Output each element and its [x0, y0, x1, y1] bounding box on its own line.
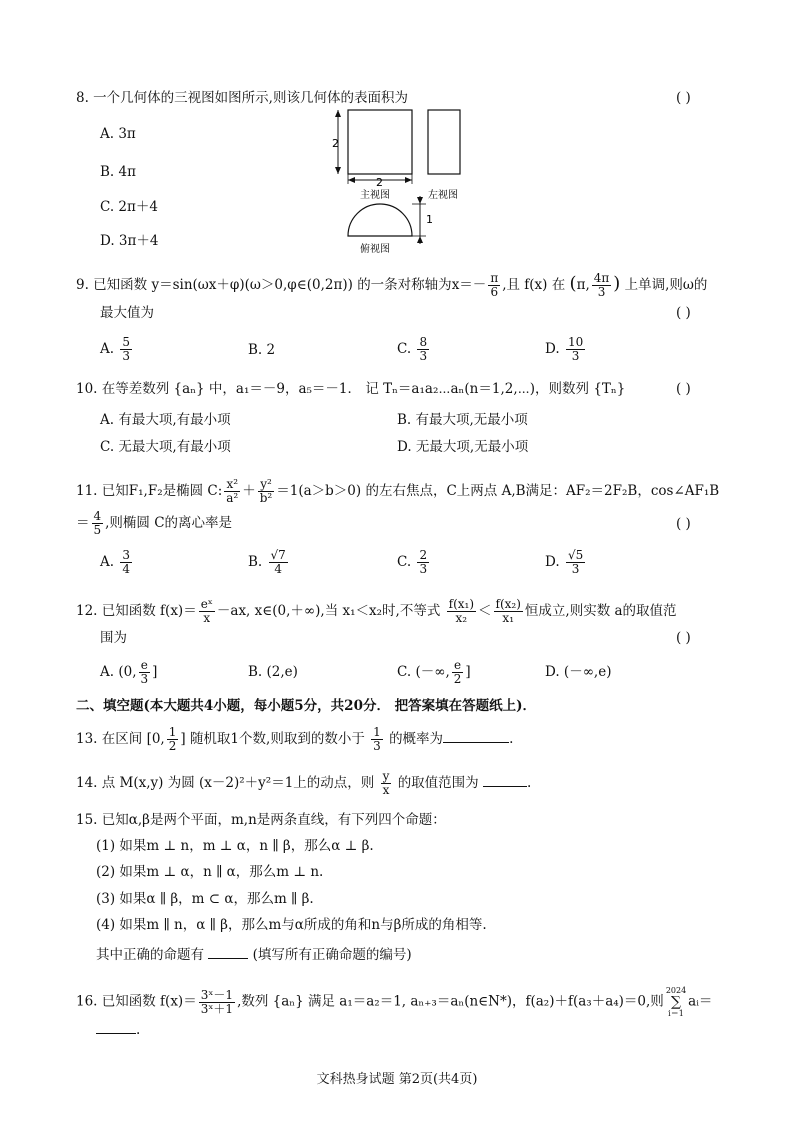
- q12-stem: 12. 已知函数 f(x)＝ $\frac{\text{eˣ}}{x}$ －ax, x∈(0,＋∞),当 x₁＜x₂时,不等式 $\frac{\text{f(x₁)}}{\text{x₂}}$ ＜ $\frac{\text{f(x₂)}}{\text{x₁}}$ 恒成立,则实数 a的取值范: [76, 597, 677, 625]
- q13-stem: 13. 在区间 [0, $\frac{1}{2}$ ] 随机取1个数,则取到的数小于 $\frac{1}{3}$ 的概率为 .: [76, 725, 514, 753]
- q11-option-d: D. $\frac{√5}{3}$: [545, 548, 584, 576]
- q9-paren: ( ): [676, 305, 691, 321]
- top-view-label: 俯视图: [360, 244, 390, 255]
- page-footer: 文科热身试题 第2页(共4页): [316, 1072, 478, 1087]
- q16-answer-blank[interactable]: [96, 1033, 136, 1034]
- q15-item-4: (4) 如果m ∥ n，α ∥ β，那么m与α所成的角和n与β所成的角相等.: [96, 917, 487, 933]
- q9-option-a: A. $\frac{5}{3}$: [100, 335, 130, 363]
- q15-answer-blank[interactable]: [208, 958, 248, 959]
- q12-line2: 围为: [100, 630, 127, 646]
- q15-answer-line: 其中正确的命题有 (填写所有正确命题的编号): [96, 947, 412, 963]
- q11-line2: ＝ $\frac{4}{5}$ ,则椭圆 C的离心率是: [76, 509, 233, 537]
- q11-option-a: A. $\frac{3}{4}$: [100, 548, 130, 576]
- q14-stem: 14. 点 M(x,y) 为圆 (x－2)²＋y²＝1上的动点，则 $\frac{y}{x}$ 的取值范围为 .: [76, 769, 532, 797]
- q12-option-b: B. (2,e): [248, 664, 298, 680]
- q9-line2: 最大值为: [100, 305, 154, 321]
- q8-option-d: D. 3π＋4: [100, 233, 159, 249]
- q12-paren: ( ): [676, 630, 691, 646]
- side-view-label: 左视图: [428, 190, 458, 201]
- width-label: 2: [376, 176, 383, 189]
- q13-answer-blank[interactable]: [443, 742, 509, 743]
- q8-stem: 8. 一个几何体的三视图如图所示,则该几何体的表面积为: [76, 90, 408, 106]
- q12-option-a: A. (0, $\frac{e}{3}$ ]: [100, 658, 158, 686]
- q16-stem: 16. 已知函数 f(x)＝ $\frac{\text{3ˣ－1}}{\text{3ˣ＋1}}$ ,数列 {aₙ} 满足 a₁＝a₂＝1, aₙ₊₃＝aₙ(n∈N*)，f(a₂)＋f(a₃＋a₄)＝0,则 2024 ∑ i＝1 aᵢ＝: [76, 986, 713, 1018]
- height-label: 2: [332, 137, 339, 150]
- front-view-square: [348, 110, 412, 174]
- q15-item-3: (3) 如果α ∥ β，m ⊂ α，那么m ∥ β.: [96, 891, 314, 907]
- q11-option-b: B. $\frac{√7}{4}$: [248, 548, 286, 576]
- q9-option-d: D. $\frac{10}{3}$: [545, 335, 584, 363]
- three-view-figure: [330, 100, 480, 260]
- q11-option-c: C. $\frac{2}{3}$: [397, 548, 428, 576]
- q8-option-a: A. 3π: [100, 126, 136, 142]
- q15-item-1: (1) 如果m ⊥ n，m ⊥ α，n ∥ β，那么α ⊥ β.: [96, 838, 374, 854]
- front-view-label: 主视图: [360, 190, 390, 201]
- q8-option-c: C. 2π＋4: [100, 199, 158, 215]
- q15-stem: 15. 已知α,β是两个平面，m,n是两条直线，有下列四个命题：: [76, 812, 446, 828]
- q12-option-d: D. (－∞,e): [545, 664, 612, 680]
- q11-stem: 11. 已知F₁,F₂是椭圆 C: $\frac{\text{x²}}{\text{a²}}$ ＋ $\frac{\text{y²}}{\text{b²}}$ ＝1(a＞b＞0) 的左右焦点，C上两点 A,B满足：AF₂＝2F₂B，cos∠AF₁B: [76, 477, 720, 505]
- q14-answer-blank[interactable]: [483, 786, 527, 787]
- q12-option-c: C. (－∞, $\frac{e}{2}$ ]: [397, 658, 471, 686]
- section-heading-fill-in: 二、填空题(本大题共4小题，每小题5分，共20分． 把答案填在答题纸上)．: [76, 698, 537, 714]
- q8-paren: ( ): [676, 90, 691, 106]
- q11-paren: ( ): [676, 516, 691, 532]
- q10-stem: 10. 在等差数列 {aₙ} 中，a₁＝－9，a₅＝－1． 记 Tₙ＝a₁a₂⋯aₙ(n＝1,2,⋯)，则数列 {Tₙ}: [76, 381, 626, 397]
- q10-option-b: B. 有最大项,无最小项: [397, 412, 528, 428]
- q16-line2: .: [96, 1020, 140, 1040]
- q10-paren: ( ): [676, 381, 691, 397]
- q10-option-d: D. 无最大项,无最小项: [397, 439, 529, 455]
- q15-item-2: (2) 如果m ⊥ α，n ∥ α，那么m ⊥ n.: [96, 864, 324, 880]
- q9-stem: 9. 已知函数 y＝sin(ωx＋φ)(ω＞0,φ∈(0,2π)) 的一条对称轴为x＝－ $\frac{\pi}{6}$ ,且 f(x) 在 (π, $\frac{4\pi}{3}$ ) 上单调,则ω的: [76, 271, 708, 299]
- radius-label: 1: [426, 213, 433, 226]
- q9-option-b: B. 2: [248, 342, 276, 358]
- side-view-rect: [428, 110, 460, 174]
- q10-option-c: C. 无最大项,有最小项: [100, 439, 231, 455]
- q10-option-a: A. 有最大项,有最小项: [100, 412, 231, 428]
- q9-option-c: C. $\frac{8}{3}$: [397, 335, 428, 363]
- top-view-semicircle: [348, 204, 412, 236]
- q8-option-b: B. 4π: [100, 164, 136, 180]
